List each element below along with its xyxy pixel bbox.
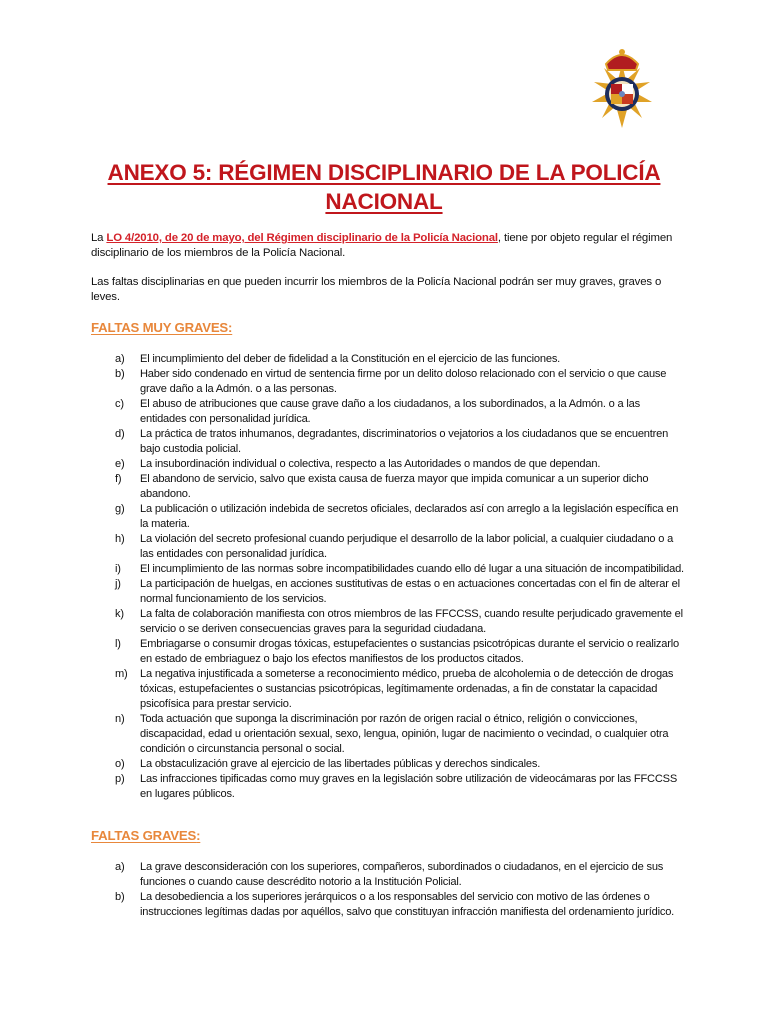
title-line-2: NACIONAL (325, 189, 443, 214)
item-label: a) (115, 861, 125, 873)
item-label: j) (115, 578, 121, 590)
item-label: a) (115, 353, 125, 365)
item-text: La violación del secreto profesional cuando perjudique el desarrollo de la labor policial, a cualquier ciudadano o a las entidades con personalidad jurídica. (140, 533, 674, 560)
item-text: La insubordinación individual o colectiva, respecto a las Autoridades o mandos de que dependan. (140, 458, 601, 470)
list-item (115, 607, 685, 637)
section-heading-muy-graves: FALTAS MUY GRAVES: (91, 320, 233, 335)
list-item (115, 562, 685, 577)
item-label: b) (115, 891, 125, 903)
item-label: i) (115, 563, 121, 575)
section-heading-graves: FALTAS GRAVES: (91, 828, 201, 843)
list-item (115, 757, 685, 772)
item-text: La grave desconsideración con los superiores, compañeros, subordinados o ciudadanos, en el ejercicio de sus funciones o cuando cause descrédito notorio a la Institución Policial. (140, 861, 664, 888)
list-item (115, 457, 685, 472)
item-label: f) (115, 473, 122, 485)
item-label: c) (115, 398, 124, 410)
item-text: Embriagarse o consumir drogas tóxicas, estupefacientes o sustancias psicotrópicas durante el servicio o realizarlo en estado de embriaguez o bajo los efectos manifiestos de los productos citados. (140, 638, 679, 665)
list-graves (115, 860, 685, 920)
list-item (115, 397, 685, 427)
item-text: La negativa injustificada a someterse a reconocimiento médico, prueba de alcoholemia o de detección de drogas tóxicas, estupefacientes o sustancias psicotrópicas, legítimamente ordenadas, a fin de constatar la capacidad psicofísica para prestar servicio. (140, 668, 674, 710)
list-muy-graves (115, 352, 685, 802)
item-label: g) (115, 503, 125, 515)
item-text: El abuso de atribuciones que cause grave daño a los ciudadanos, a los subordinados, a la Admón. o a las entidades con personalidad jurídica. (140, 398, 640, 425)
item-label: o) (115, 758, 125, 770)
item-text: El incumplimiento de las normas sobre incompatibilidades cuando ello dé lugar a una situación de incompatibilidad. (140, 563, 684, 575)
list-item (115, 472, 685, 502)
list-item (115, 367, 685, 397)
list-item (115, 667, 685, 712)
intro-paragraph: La LO 4/2010, de 20 de mayo, del Régimen disciplinario de la Policía Nacional, tiene por objeto regular el régimen disciplinario de los miembros de la Policía Nacional. (91, 232, 673, 260)
list-item (115, 352, 685, 367)
item-text: La obstaculización grave al ejercicio de las libertades públicas y derechos sindicales. (140, 758, 541, 770)
title-line-1: ANEXO 5: RÉGIMEN DISCIPLINARIO DE LA POLICÍA (107, 160, 661, 185)
item-label: l) (115, 638, 121, 650)
item-text: Las infracciones tipificadas como muy graves en la legislación sobre utilización de videocámaras por las FFCCSS en lugares públicos. (140, 773, 678, 800)
item-text: La práctica de tratos inhumanos, degradantes, discriminatorios o vejatorios a los ciudadanos que se encuentren bajo custodia policial. (140, 428, 669, 455)
list-item (115, 502, 685, 532)
item-label: k) (115, 608, 124, 620)
list-item (115, 532, 685, 562)
item-label: e) (115, 458, 125, 470)
item-text: La publicación o utilización indebida de secretos oficiales, declarados así con arreglo a la legislación específica en la materia. (140, 503, 679, 530)
item-text: El incumplimiento del deber de fidelidad a la Constitución en el ejercicio de las funciones. (140, 353, 561, 365)
item-label: n) (115, 713, 125, 725)
list-item (115, 427, 685, 457)
item-label: b) (115, 368, 125, 380)
list-item (115, 577, 685, 607)
item-text: La desobediencia a los superiores jerárquicos o a los responsables del servicio con motivo de las órdenes o instrucciones legítimas dadas por aquéllos, salvo que constituyan infracción manifiesta del ordenamiento jurídico. (140, 891, 675, 918)
policia-nacional-emblem-icon (590, 46, 654, 130)
list-item (115, 890, 685, 920)
item-label: p) (115, 773, 125, 785)
item-label: m) (115, 668, 128, 680)
list-item (115, 772, 685, 802)
intro-paragraph-2: Las faltas disciplinarias en que pueden incurrir los miembros de la Policía Nacional podrán ser muy graves, graves o leves. (91, 276, 662, 304)
item-text: Haber sido condenado en virtud de sentencia firme por un delito doloso relacionado con el servicio o que cause grave daño a la Admón. o a las personas. (140, 368, 667, 395)
list-item (115, 712, 685, 757)
list-item (115, 637, 685, 667)
item-label: d) (115, 428, 125, 440)
law-link[interactable]: LO 4/2010, de 20 de mayo, del Régimen disciplinario de la Policía Nacional (106, 232, 498, 244)
list-item (115, 860, 685, 890)
item-label: h) (115, 533, 125, 545)
item-text: Toda actuación que suponga la discriminación por razón de origen racial o étnico, religión o convicciones, discapacidad, edad u orientación sexual, sexo, lengua, opinión, lugar de nacimiento o vecindad, o cualquier otra condición o circunstancia personal o social. (140, 713, 669, 755)
item-text: La falta de colaboración manifiesta con otros miembros de las FFCCSS, cuando resulte perjudicado gravemente el servicio o se deriven consecuencias graves para la seguridad ciudadana. (140, 608, 683, 635)
item-text: La participación de huelgas, en acciones sustitutivas de estas o en actuaciones concertadas con el fin de alterar el normal funcionamiento de los servicios. (140, 578, 680, 605)
item-text: El abandono de servicio, salvo que exista causa de fuerza mayor que impida comunicar a un superior dicho abandono. (140, 473, 649, 500)
document-title (0, 158, 768, 216)
